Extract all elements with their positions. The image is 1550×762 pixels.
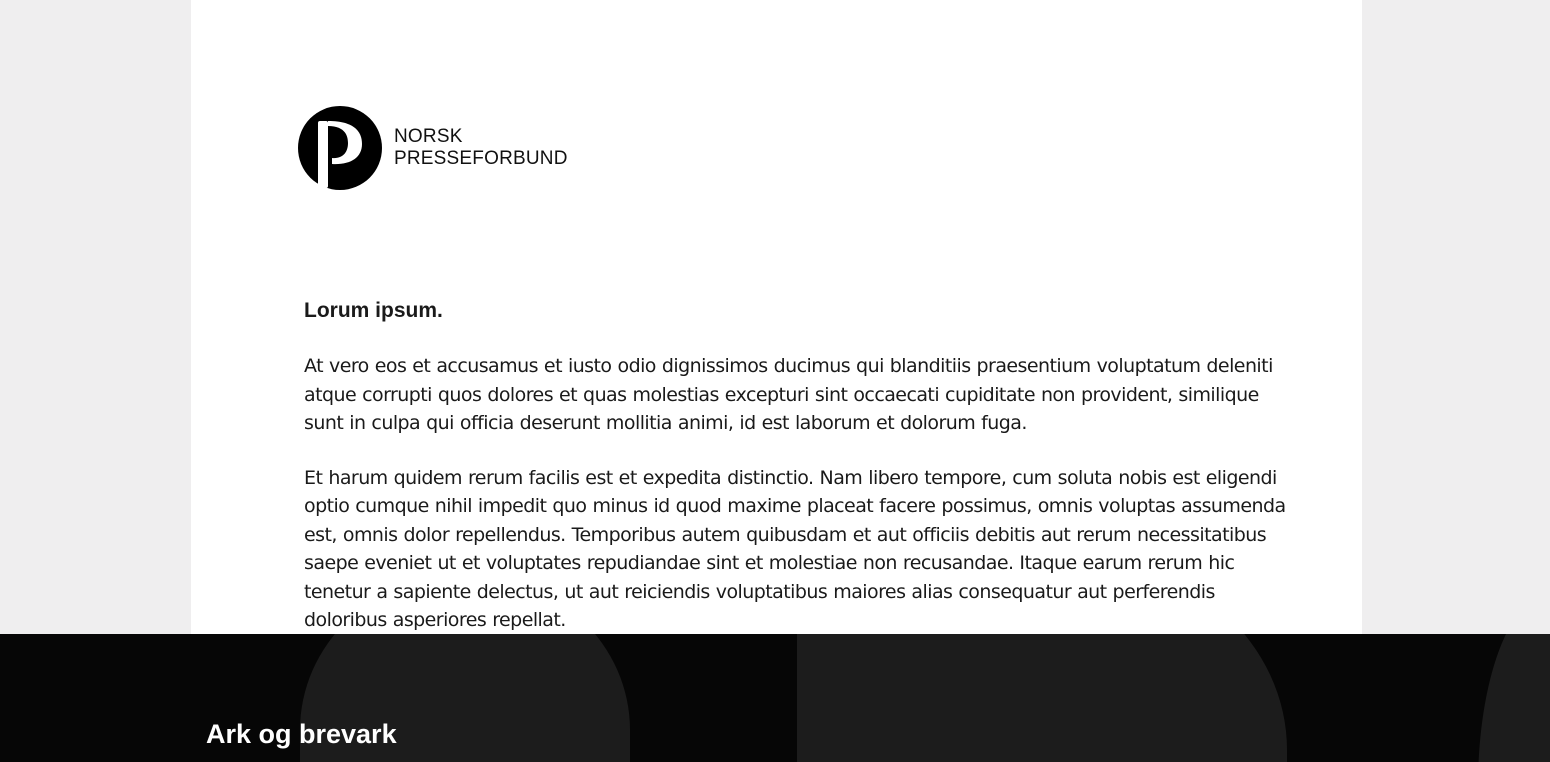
section-footer bbox=[0, 634, 1550, 762]
norsk-presseforbund-p-logo-icon bbox=[298, 106, 382, 190]
letter-heading: Lorum ipsum. bbox=[304, 299, 443, 322]
section-title: Ark og brevark bbox=[206, 719, 397, 749]
decorative-shape bbox=[1478, 634, 1550, 762]
letter-paragraph: Et harum quidem rerum facilis est et expedita distinctio. Nam libero tempore, cum soluta nobis est eligendi optio cumque nihil impedit quo minus id quod maxime placeat facere possimus, omnis voluptas assumenda est, omnis dolor repellendus. Temporibus autem quibusdam et aut officiis debitis aut rerum necessitatibus saepe eveniet ut et voluptates repudiandae sint et molestiae non recusandae. Itaque earum rerum hic tenetur a sapiente delectus, ut aut reiciendis voluptatibus maiores alias consequatur aut perferendis doloribus asperiores repellat. bbox=[304, 466, 1286, 631]
letterhead-preview bbox=[191, 0, 1362, 634]
decorative-shape bbox=[797, 634, 1287, 762]
logo bbox=[298, 106, 568, 190]
letter-paragraph: At vero eos et accusamus et iusto odio dignissimos ducimus qui blanditiis praesentium voluptatum deleniti atque corrupti quos dolores et quas molestias excepturi sint occaecati cupiditate non provident, similique sunt in culpa qui officia deserunt mollitia animi, id est laborum et dolorum fuga. bbox=[304, 355, 1273, 434]
logo-line-norsk: NORSK bbox=[394, 126, 463, 147]
logo-line-presseforbund: PRESSEFORBUND bbox=[394, 148, 568, 169]
logo-wordmark bbox=[394, 126, 568, 170]
letter-body bbox=[304, 296, 1294, 635]
